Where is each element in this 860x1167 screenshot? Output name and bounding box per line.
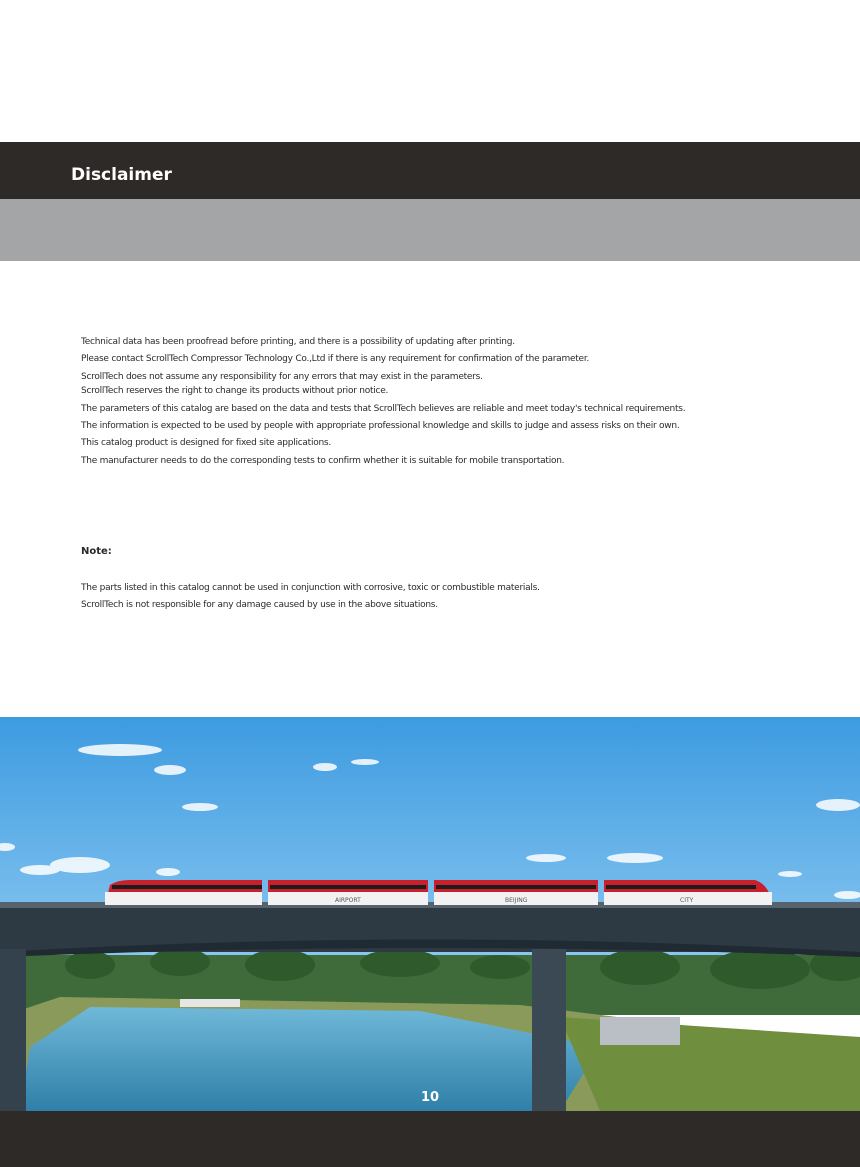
disclaimer-line: Please contact ScrollTech Compressor Technology Co.,Ltd if there is any requirement for confirmation of the parameter. <box>81 354 590 364</box>
page-title: Disclaimer <box>71 165 172 185</box>
note-line: ScrollTech is not responsible for any damage caused by use in the above situations. <box>81 600 438 610</box>
bridge-pier <box>532 949 566 1111</box>
footer-bar <box>0 1111 860 1167</box>
train-label: AIRPORT <box>335 897 361 904</box>
disclaimer-line: ScrollTech reserves the right to change its products without prior notice. <box>81 386 389 396</box>
page-number: 10 <box>420 1090 440 1105</box>
train-label: BEIJING <box>505 897 528 904</box>
disclaimer-line: The parameters of this catalog are based on the data and tests that ScrollTech believes are reliable and meet today's technical requirements. <box>81 404 686 414</box>
disclaimer-line: The information is expected to be used by people with appropriate professional knowledge and skills to judge and assess risks on their own. <box>81 421 680 431</box>
train-bridge-photo <box>0 717 860 1111</box>
disclaimer-line: ScrollTech does not assume any responsibility for any errors that may exist in the parameters. <box>81 372 483 382</box>
bridge-pier <box>0 949 26 1111</box>
header-grey-band <box>0 199 860 261</box>
disclaimer-line: Technical data has been proofread before printing, and there is a possibility of updating after printing. <box>81 337 515 347</box>
disclaimer-line: The manufacturer needs to do the corresponding tests to confirm whether it is suitable for mobile transportation. <box>81 456 565 466</box>
train <box>105 880 772 905</box>
train-label: CITY <box>680 897 694 904</box>
disclaimer-line: This catalog product is designed for fixed site applications. <box>81 438 331 448</box>
note-title: Note: <box>81 546 112 557</box>
note-line: The parts listed in this catalog cannot be used in conjunction with corrosive, toxic or combustible materials. <box>81 583 540 593</box>
